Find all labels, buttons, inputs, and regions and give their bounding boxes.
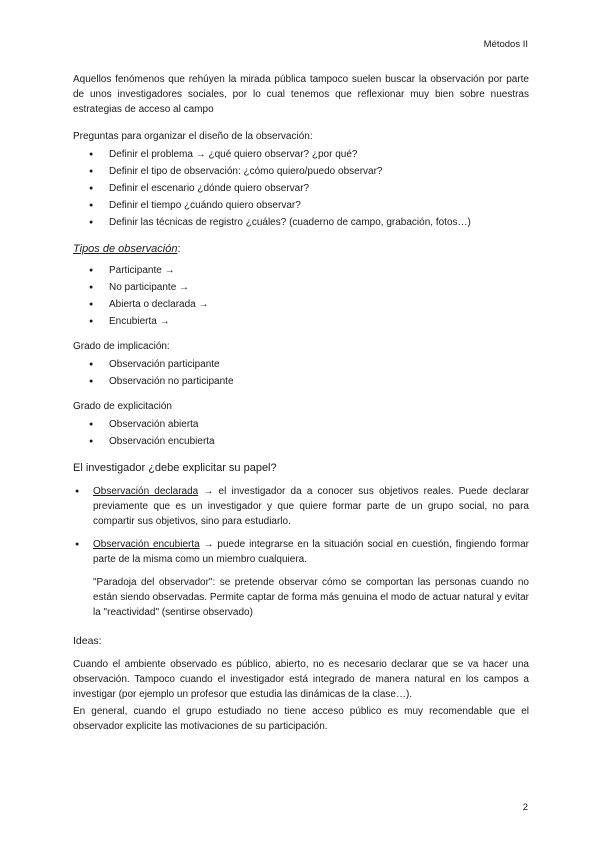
list-item: ● Definir el tiempo ¿cuándo quiero observar? — [73, 198, 529, 213]
page-number: 2 — [522, 802, 528, 813]
page-content — [73, 72, 529, 734]
ideas-heading: Ideas: — [73, 635, 102, 647]
questions-heading: Preguntas para organizar el diseño de la observación: — [73, 131, 313, 142]
questions-list — [73, 147, 529, 230]
intro-paragraph: Aquellos fenómenos que rehúyen la mirada pública tampoco suelen buscar la observación por parte de unos investigadores sociales, por lo cual tenemos que reflexionar muy bien sobre nuestras estrategias de acceso al campo — [73, 74, 529, 115]
covert-observation-text: → puede integrarse en la situación social en cuestión, fingiendo formar parte de la misma como un miembro cualquiera. — [93, 539, 529, 565]
types-list — [73, 263, 529, 329]
ideas-paragraph-1: Cuando el ambiente observado es público, abierto, no es necesario declarar que se va hacer una observación. Tampoco cuando el investigador está integrado de manera natural en los campos a investigar (por ejemplo un profesor que estudia las dinámicas de la clase…). — [73, 659, 529, 700]
implication-list — [73, 357, 529, 389]
types-heading-suffix: : — [177, 243, 181, 255]
list-item: ● Definir el problema → ¿qué quiero observar? ¿por qué? — [73, 147, 529, 162]
list-item: ● No participante → — [73, 280, 529, 295]
covert-observation-term: Observación encubierta — [93, 539, 200, 550]
list-item: ● Encubierta → — [73, 314, 529, 329]
list-item: ● Observación abierta — [73, 417, 529, 432]
list-item: ● Observación no participante — [73, 374, 529, 389]
list-item: ● Definir el tipo de observación: ¿cómo quiero/puedo observar? — [73, 164, 529, 179]
declared-observation-term: Observación declarada — [93, 486, 199, 497]
bullet-icon: ● — [75, 541, 80, 548]
declared-observation-item — [73, 484, 529, 529]
list-item: ● Definir las técnicas de registro ¿cuáles? (cuaderno de campo, grabación, fotos…) — [73, 215, 529, 230]
explicitation-heading: Grado de explicitación — [73, 401, 172, 412]
covert-observation-item — [73, 537, 529, 567]
explicitation-list — [73, 417, 529, 449]
list-item: ● Observación participante — [73, 357, 529, 372]
observer-paradox-paragraph: "Paradoja del observador": se pretende observar cómo se comportan las personas cuando no están siendo observadas. Permite captar de forma más genuina el modo de actuar natural y evitar la "reactividad" (sentirse observado) — [93, 577, 529, 618]
page-header: Métodos II — [483, 39, 528, 50]
list-item: ● Observación encubierta — [73, 434, 529, 449]
paper-heading: El investigador ¿debe explicitar su papel? — [73, 462, 277, 474]
list-item: ● Definir el escenario ¿dónde quiero observar? — [73, 181, 529, 196]
types-heading-text: Tipos de observación — [73, 243, 178, 255]
implication-heading: Grado de implicación: — [73, 341, 170, 352]
bullet-icon: ● — [75, 488, 80, 495]
declared-observation-text: → el investigador da a conocer sus objetivos reales. Puede declarar previamente que es un investigador y que quiere formar parte de un grupo social, no para compartir sus objetivos, sino para estudiarlo. — [93, 486, 529, 527]
list-item: ● Participante → — [73, 263, 529, 278]
ideas-paragraph-2: En general, cuando el grupo estudiado no tiene acceso público es muy recomendable que el observador explicite las motivaciones de su participación. — [73, 706, 529, 732]
types-heading — [73, 242, 529, 257]
list-item: ● Abierta o declarada → — [73, 297, 529, 312]
